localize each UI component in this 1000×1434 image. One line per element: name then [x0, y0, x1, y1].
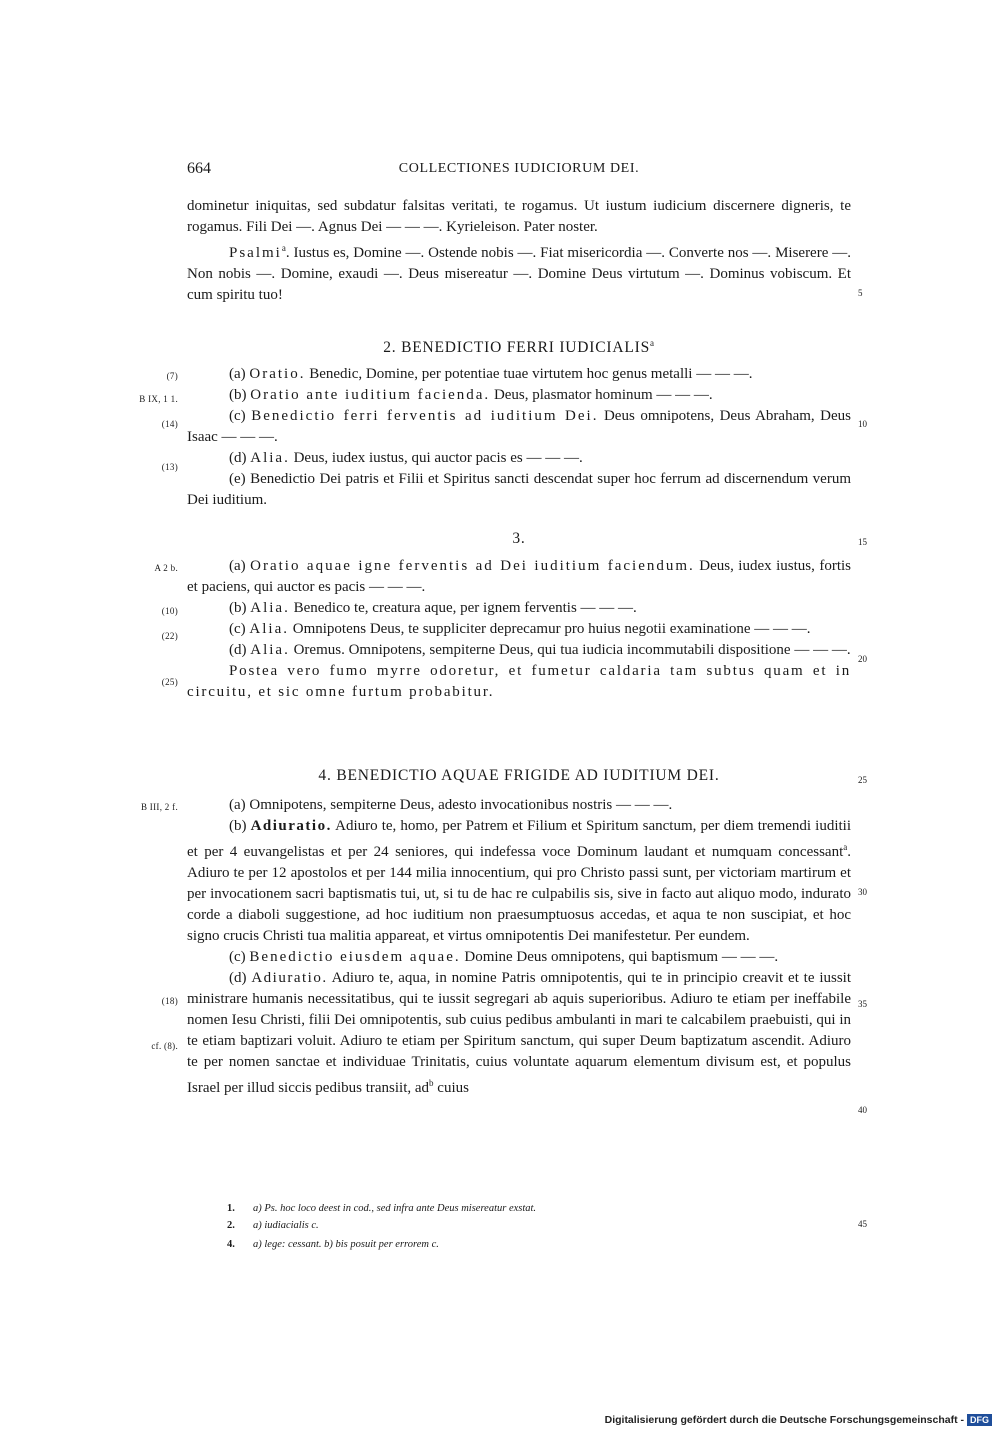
margin-ref: (22) — [161, 631, 178, 641]
line-number: 20 — [858, 654, 867, 664]
line-number: 40 — [858, 1105, 867, 1115]
item-4d: (d) Adiuratio. Adiuro te, aqua, in nomine Patris omnipotentis, qui te in principio creavit et te iussit ministrare humanis necessitatibus, qui te iussit segregari ab aquis superioribus. Adiuro te etiam per ineffabile nomen Iesu Christi, filii Dei omnipotentis, sub cuius pedibus ambulanti in mari te calcabilem praebuisti, qui in te etiam baptizari voluit. Adiuro te etiam per Spiritum sanctum, qui super Deum baptizatum ascendit. Adiuro te per nomen sanctae et individuae Trinitatis, cuius voluntate aquarum elementum divisum est, et populus Israel per illud siccis pedibus transiit, $ad^b$ cuius — [187, 970, 852, 1096]
line-number: 35 — [858, 999, 867, 1009]
psalmi-text: . Iustus es, Domine —. Ostende nobis —. Fiat misericordia —. Converte nos —. Miserere —. Non nobis —. Domine, exaudi —. Deus misereatur —. Domine Deus virtutum —. Dominus vobiscum. Et cum spiritu tuo! — [187, 245, 851, 303]
psalmi-label: Psalmi — [229, 245, 282, 261]
section-heading-4: 4. BENEDICTIO AQUAE FRIGIDE AD IUDITIUM DEI. — [318, 767, 720, 784]
margin-ref: (13) — [161, 462, 178, 472]
section-4-body — [187, 795, 851, 1099]
line-number: 5 — [858, 288, 863, 298]
margin-ref: (7) — [166, 371, 178, 381]
dfg-logo: DFG — [967, 1414, 992, 1426]
footnote: 2. a) iudiacialis c. — [227, 1220, 319, 1231]
margin-ref: (14) — [161, 419, 178, 429]
psalmi-paragraph — [187, 238, 851, 306]
item-4b: (b) Adiuratio. Adiuro te, homo, per Patrem et Filium et Spiritum sanctum, per diem tremendi iuditii et per 4 euvangelistas et per 24 seniores, qui indefessa voce Dominum laudant et numquam concessant$^a$. Adiuro te per 12 apostolos et per 144 milia innocentium, qui pro Christo passi sunt, per victoriam martirum et per invocationem sacri baptismatis tui, ut, si tu de hac re culpabilis sis, sive in facto aut aliquo modo, indurato corde a diaboli suggestione, ad hoc iuditium non praesumptuosus accedas, et aqua te non suscipiat, et hoc signo crucis Christi tua malitia appareat, et virtus omnipotentis Dei manifestetur. Per eundem. — [187, 818, 852, 944]
section-2-body — [187, 364, 851, 511]
running-title: COLLECTIONES IUDICIORUM DEI. — [398, 161, 640, 176]
opening-paragraph — [187, 196, 851, 306]
item-3b: (b) Alia. Benedico te, creatura aque, per ignem ferventis — — —. — [229, 600, 637, 616]
margin-ref: B IX, 1 1. — [139, 394, 178, 404]
item-2d: (d) Alia. Deus, iudex iustus, qui auctor pacis es — — —. — [229, 450, 583, 466]
footnote: 4. a) lege: cessant. b) bis posuit per errorem c. — [227, 1239, 439, 1250]
section-heading-3: 3. — [512, 530, 526, 547]
line-number: 30 — [858, 887, 867, 897]
line-number: 25 — [858, 775, 867, 785]
item-2a: (a) Oratio. Benedic, Domine, per potentiae tuae virtutem hoc genus metalli — — —. — [229, 366, 753, 382]
footnote-marker: a — [281, 243, 286, 253]
page-number: 664 — [187, 160, 211, 177]
line-number: 45 — [858, 1219, 867, 1229]
item-2e: (e) Benedictio Dei patris et Filii et Spiritus sancti descendat super hoc ferrum ad discernendum verum Dei iuditium. — [187, 471, 851, 508]
margin-ref: (18) — [161, 996, 178, 1006]
margin-ref: B III, 2 f. — [140, 802, 178, 812]
item-3d: (d) Alia. Oremus. Omnipotens, sempiterne Deus, qui tua iudicia incommutabili dispositione — — —. — [229, 642, 851, 658]
line-number: 10 — [858, 419, 867, 429]
page-header — [187, 160, 851, 180]
digitization-credit: Digitalisierung gefördert durch die Deutsche Forschungsgemeinschaft - DFG — [605, 1414, 992, 1426]
opening-text: dominetur iniquitas, sed subdatur falsitas veritati, te rogamus. Ut iustum iudicium discernere digneris, te rogamus. Fili Dei —. Agnus Dei — — —. Kyrieleison. Pater noster. — [187, 198, 851, 235]
postea-paragraph: Postea vero fumo myrre odoretur, et fumetur caldaria tam subtus quam et in circuitu, et sic omne furtum probabitur. — [187, 663, 851, 700]
footnote: 1. a) Ps. hoc loco deest in cod., sed infra ante Deus misereatur exstat. — [227, 1203, 537, 1214]
section-3-body — [187, 556, 851, 703]
section-heading-2: 2. BENEDICTIO FERRI IUDICIALIS$^a$ — [383, 338, 655, 357]
item-3a: (a) Oratio aquae igne ferventis ad Dei iuditium faciendum. Deus, iudex iustus, fortis et paciens, qui auctor es pacis — — —. — [187, 558, 852, 595]
item-2c: (c) Benedictio ferri ferventis ad iuditium Dei. Deus omnipotens, Deus Abraham, Deus Isaac — — —. — [187, 408, 852, 445]
item-4a: (a) Omnipotens, sempiterne Deus, adesto invocationibus nostris — — —. — [229, 797, 673, 813]
margin-ref: (25) — [161, 677, 178, 687]
line-number: 15 — [858, 537, 867, 547]
item-3c: (c) Alia. Omnipotens Deus, te suppliciter deprecamur pro huius negotii examinatione — — —. — [229, 621, 811, 637]
margin-ref: (10) — [161, 606, 178, 616]
margin-ref: A 2 b. — [154, 563, 178, 573]
item-4c: (c) Benedictio eiusdem aquae. Domine Deus omnipotens, qui baptismum — — —. — [229, 949, 779, 965]
margin-ref: cf. (8). — [151, 1041, 178, 1051]
item-2b: (b) Oratio ante iuditium facienda. Deus, plasmator hominum — — —. — [229, 387, 713, 403]
